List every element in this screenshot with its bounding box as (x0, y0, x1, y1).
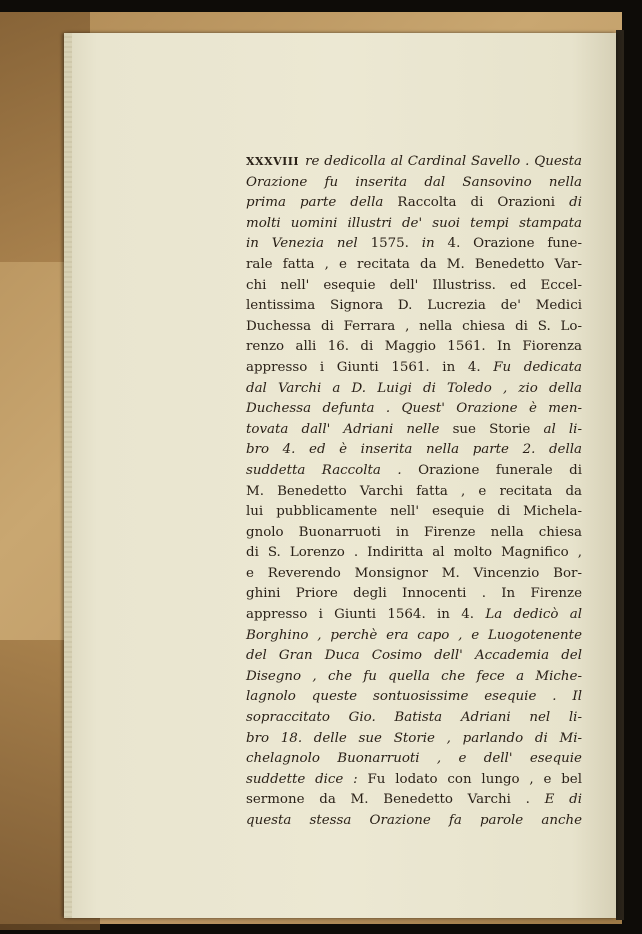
text-line (246, 234, 582, 255)
text-line (246, 729, 582, 750)
text-line (246, 358, 582, 379)
text-line (246, 564, 582, 585)
text-line (246, 461, 582, 482)
text-line (246, 296, 582, 317)
roman-text-segment: di S. Lorenzo . Indiritta al molto Magnifico , (246, 545, 582, 561)
italic-text-segment: al li- (543, 421, 582, 437)
page-deckle-edge (64, 33, 72, 918)
text-line (246, 420, 582, 441)
text-line (246, 708, 582, 729)
italic-text-segment: questa stessa Orazione fa parole anche (246, 813, 582, 828)
roman-text-segment: e Reverendo Monsignor M. Vincenzio Bor- (246, 565, 582, 581)
roman-text-segment: Orazione funerale di (418, 462, 582, 478)
italic-text-segment: suddette dice : (246, 771, 368, 787)
italic-text-segment: suddetta Raccolta . (246, 462, 419, 478)
italic-text-segment: Duchessa defunta . Quest' Orazione è men- (246, 401, 582, 417)
italic-text-segment: Fu dedicata (493, 359, 582, 375)
italic-text-segment: bro 4. ed è inserita nella parte 2. della (246, 442, 582, 458)
italic-text-segment: re dedicolla al Cardinal Savello . Questa (305, 154, 582, 169)
roman-text-segment: 4. Orazione fune- (447, 236, 583, 252)
roman-text-segment: sue Storie (452, 421, 544, 437)
text-line (246, 626, 582, 647)
italic-text-segment: lagnolo queste sontuosissime esequie . Il (246, 689, 582, 705)
italic-text-segment: in (421, 236, 448, 252)
italic-text-segment: sopraccitato Gio. Batista Adriani nel li- (246, 710, 582, 726)
roman-text-segment: M. Benedetto Varchi fatta , e recitata da (246, 483, 582, 499)
text-line (246, 667, 582, 688)
text-line (246, 687, 582, 708)
text-line (246, 276, 582, 297)
text-line (246, 584, 582, 605)
page-number: XXXVIII (246, 155, 300, 168)
text-line-content (305, 152, 582, 173)
text-line (246, 337, 582, 358)
text-line (246, 399, 582, 420)
text-line (246, 770, 582, 791)
text-line (246, 646, 582, 667)
roman-text-segment: rale fatta , e recitata da M. Benedetto Var- (246, 256, 582, 272)
roman-text-segment: ghini Priore degli Innocenti . In Firenze (246, 586, 582, 602)
italic-text-segment: Orazione fu inserita dal Sansovino nella (246, 174, 582, 190)
page-text-block (246, 152, 582, 832)
roman-text-segment: gnolo Buonarruoti in Firenze nella chiesa (246, 524, 582, 540)
italic-text-segment: chelagnolo Buonarruoti , e dell' esequie (246, 751, 582, 767)
book-spine-edge (616, 30, 624, 920)
text-line (246, 523, 582, 544)
italic-text-segment: prima parte della (246, 195, 398, 211)
roman-text-segment: appresso i Giunti 1564. in 4. (246, 607, 486, 623)
text-line (246, 440, 582, 461)
italic-text-segment: dal Varchi a D. Luigi di Toledo , zio della (246, 380, 582, 396)
text-line (246, 317, 582, 338)
roman-text-segment: lui pubblicamente nell' esequie di Michela- (246, 504, 582, 520)
text-line (246, 173, 582, 194)
italic-text-segment: di (569, 195, 582, 211)
italic-text-segment: tovata dall' Adriani nelle (246, 421, 453, 437)
roman-text-segment: Fu lodato con lungo , e bel (367, 771, 583, 787)
text-line (246, 379, 582, 400)
text-line (246, 152, 582, 173)
roman-text-segment: lentissima Signora D. Lucrezia de' Medici (246, 298, 582, 314)
roman-text-segment: sermone da M. Benedetto Varchi . (246, 792, 545, 808)
text-line (246, 193, 582, 214)
text-line (246, 543, 582, 564)
italic-text-segment: Disegno , che fu quella che fece a Miche- (246, 668, 582, 684)
text-line (246, 502, 582, 523)
roman-text-segment: appresso i Giunti 1561. in 4. (246, 359, 494, 375)
text-line (246, 255, 582, 276)
italic-text-segment: in Venezia nel (246, 236, 371, 252)
italic-text-segment: del Gran Duca Cosimo dell' Accademia del (246, 648, 582, 664)
text-line (246, 605, 582, 626)
italic-text-segment: La dedicò al (485, 607, 582, 623)
roman-text-segment: Raccolta di Orazioni (397, 195, 570, 211)
text-line (246, 749, 582, 770)
text-line (246, 214, 582, 235)
roman-text-segment: Duchessa di Ferrara , nella chiesa di S. Lo- (246, 318, 582, 334)
roman-text-segment: chi nell' esequie dell' Illustriss. ed Eccel- (246, 277, 582, 293)
text-line (246, 482, 582, 503)
italic-text-segment: Borghino , perchè era capo , e Luogotenente (246, 627, 582, 643)
text-line (246, 811, 582, 832)
roman-text-segment: 1575. (370, 236, 422, 252)
italic-text-segment: molti uomini illustri de' suoi tempi stampata (246, 215, 582, 231)
roman-text-segment: renzo alli 16. di Maggio 1561. In Fiorenza (246, 339, 582, 355)
text-line (246, 790, 582, 811)
italic-text-segment: E di (544, 792, 582, 808)
italic-text-segment: bro 18. delle sue Storie , parlando di Mi- (246, 730, 582, 746)
